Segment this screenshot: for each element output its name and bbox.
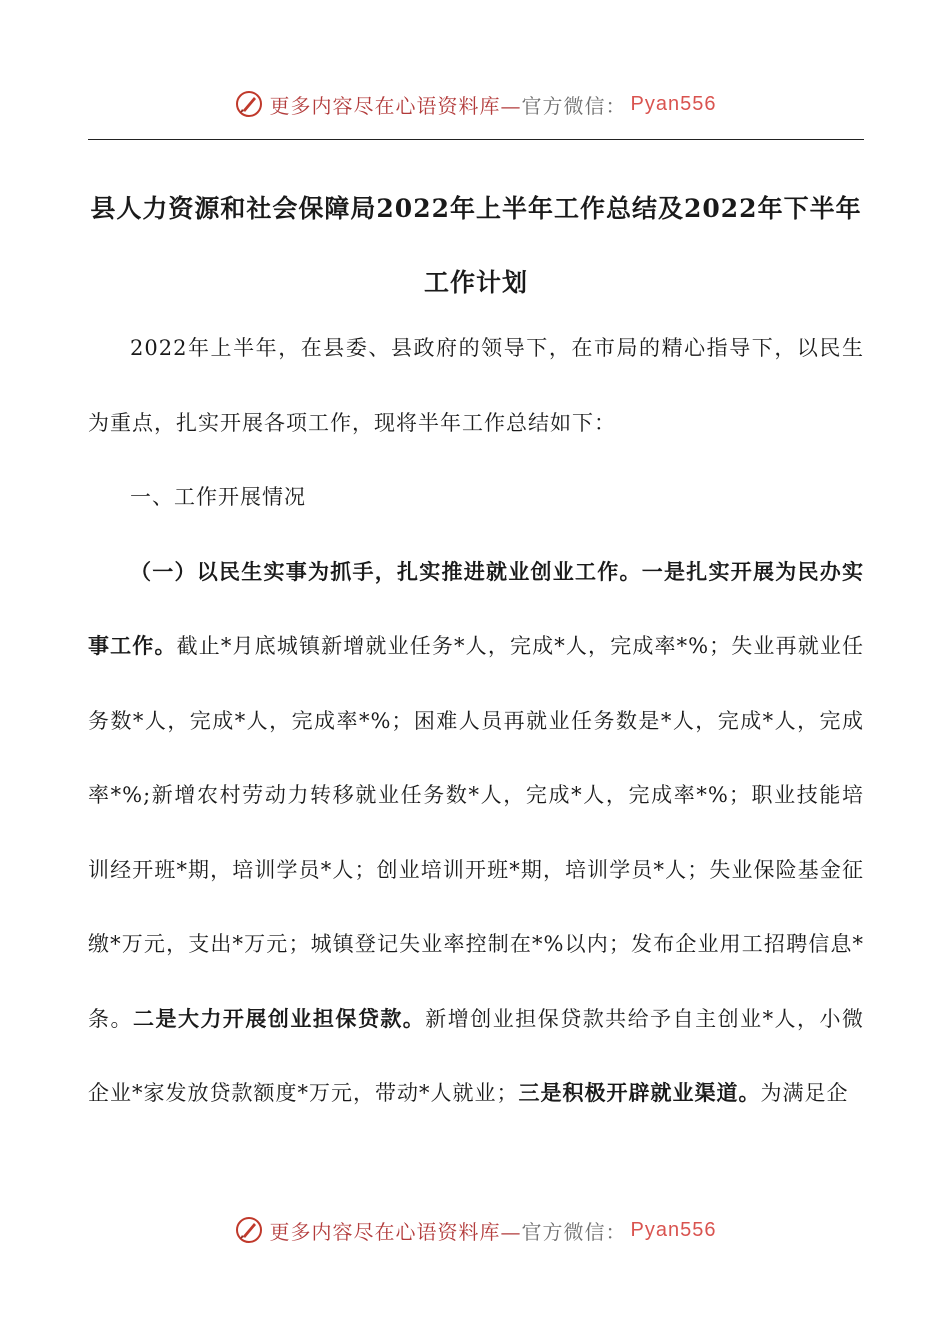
watermark-wechat-id: Pyan556: [630, 92, 717, 115]
intro-paragraph: 2022年上半年，在县委、县政府的领导下，在市局的精心指导下，以民生为重点，扎实开展各项工作，现将半年工作总结如下：: [88, 336, 864, 435]
watermark-main-text: 更多内容尽在心语资料库—: [269, 1219, 522, 1244]
lead-bold-text: （一）以民生实事为抓手，扎实推进就业创业工作。一是扎实开展为民办实事工作。: [88, 559, 864, 658]
document-body: [88, 311, 864, 1131]
pen-leaf-logo-icon: [234, 89, 264, 119]
watermark-main-text: 更多内容尽在心语资料库—: [269, 93, 522, 118]
header-divider: [88, 139, 864, 140]
channel-bold-text: 三是积极开辟就业渠道。: [518, 1081, 761, 1105]
section-heading: 一、工作开展情况: [130, 485, 306, 509]
watermark-wechat-label: 官方微信：: [521, 93, 627, 118]
loan-text: 新增创业担保贷款共给予自主创业*人，小微企业*家发放贷款额度*万元，带动*人就业；: [88, 1006, 865, 1105]
employment-paragraph: [88, 535, 864, 1131]
employment-stats-text: 截止*月底城镇新增就业任务*人，完成*人，完成率*%；失业再就业任务数*人，完成*人，完成率*%；困难人员再就业任务数是*人，完成*人，完成率*%;新增农村劳动力转移就业任务数*人，完成*人，完成率*%；职业技能培训经开班*期，培训学员*人；创业培训开班*期，培训学员*人；失业保险基金征缴*万元，支出*万元；城镇登记失业率控制在*%以内；发布企业用工招聘信息*条。: [88, 634, 864, 1031]
watermark-footer: [0, 1212, 950, 1248]
watermark-header: [0, 86, 950, 122]
loan-bold-text: 二是大力开展创业担保贷款。: [132, 1006, 426, 1031]
pen-leaf-logo-icon: [234, 1215, 264, 1245]
channel-text: 为满足企: [760, 1081, 849, 1105]
watermark-wechat-label: 官方微信：: [521, 1219, 627, 1244]
watermark-wechat-id: Pyan556: [630, 1218, 717, 1241]
document-title: 县人力资源和社会保障局2022年上半年工作总结及2022年下半年工作计划: [90, 194, 862, 297]
